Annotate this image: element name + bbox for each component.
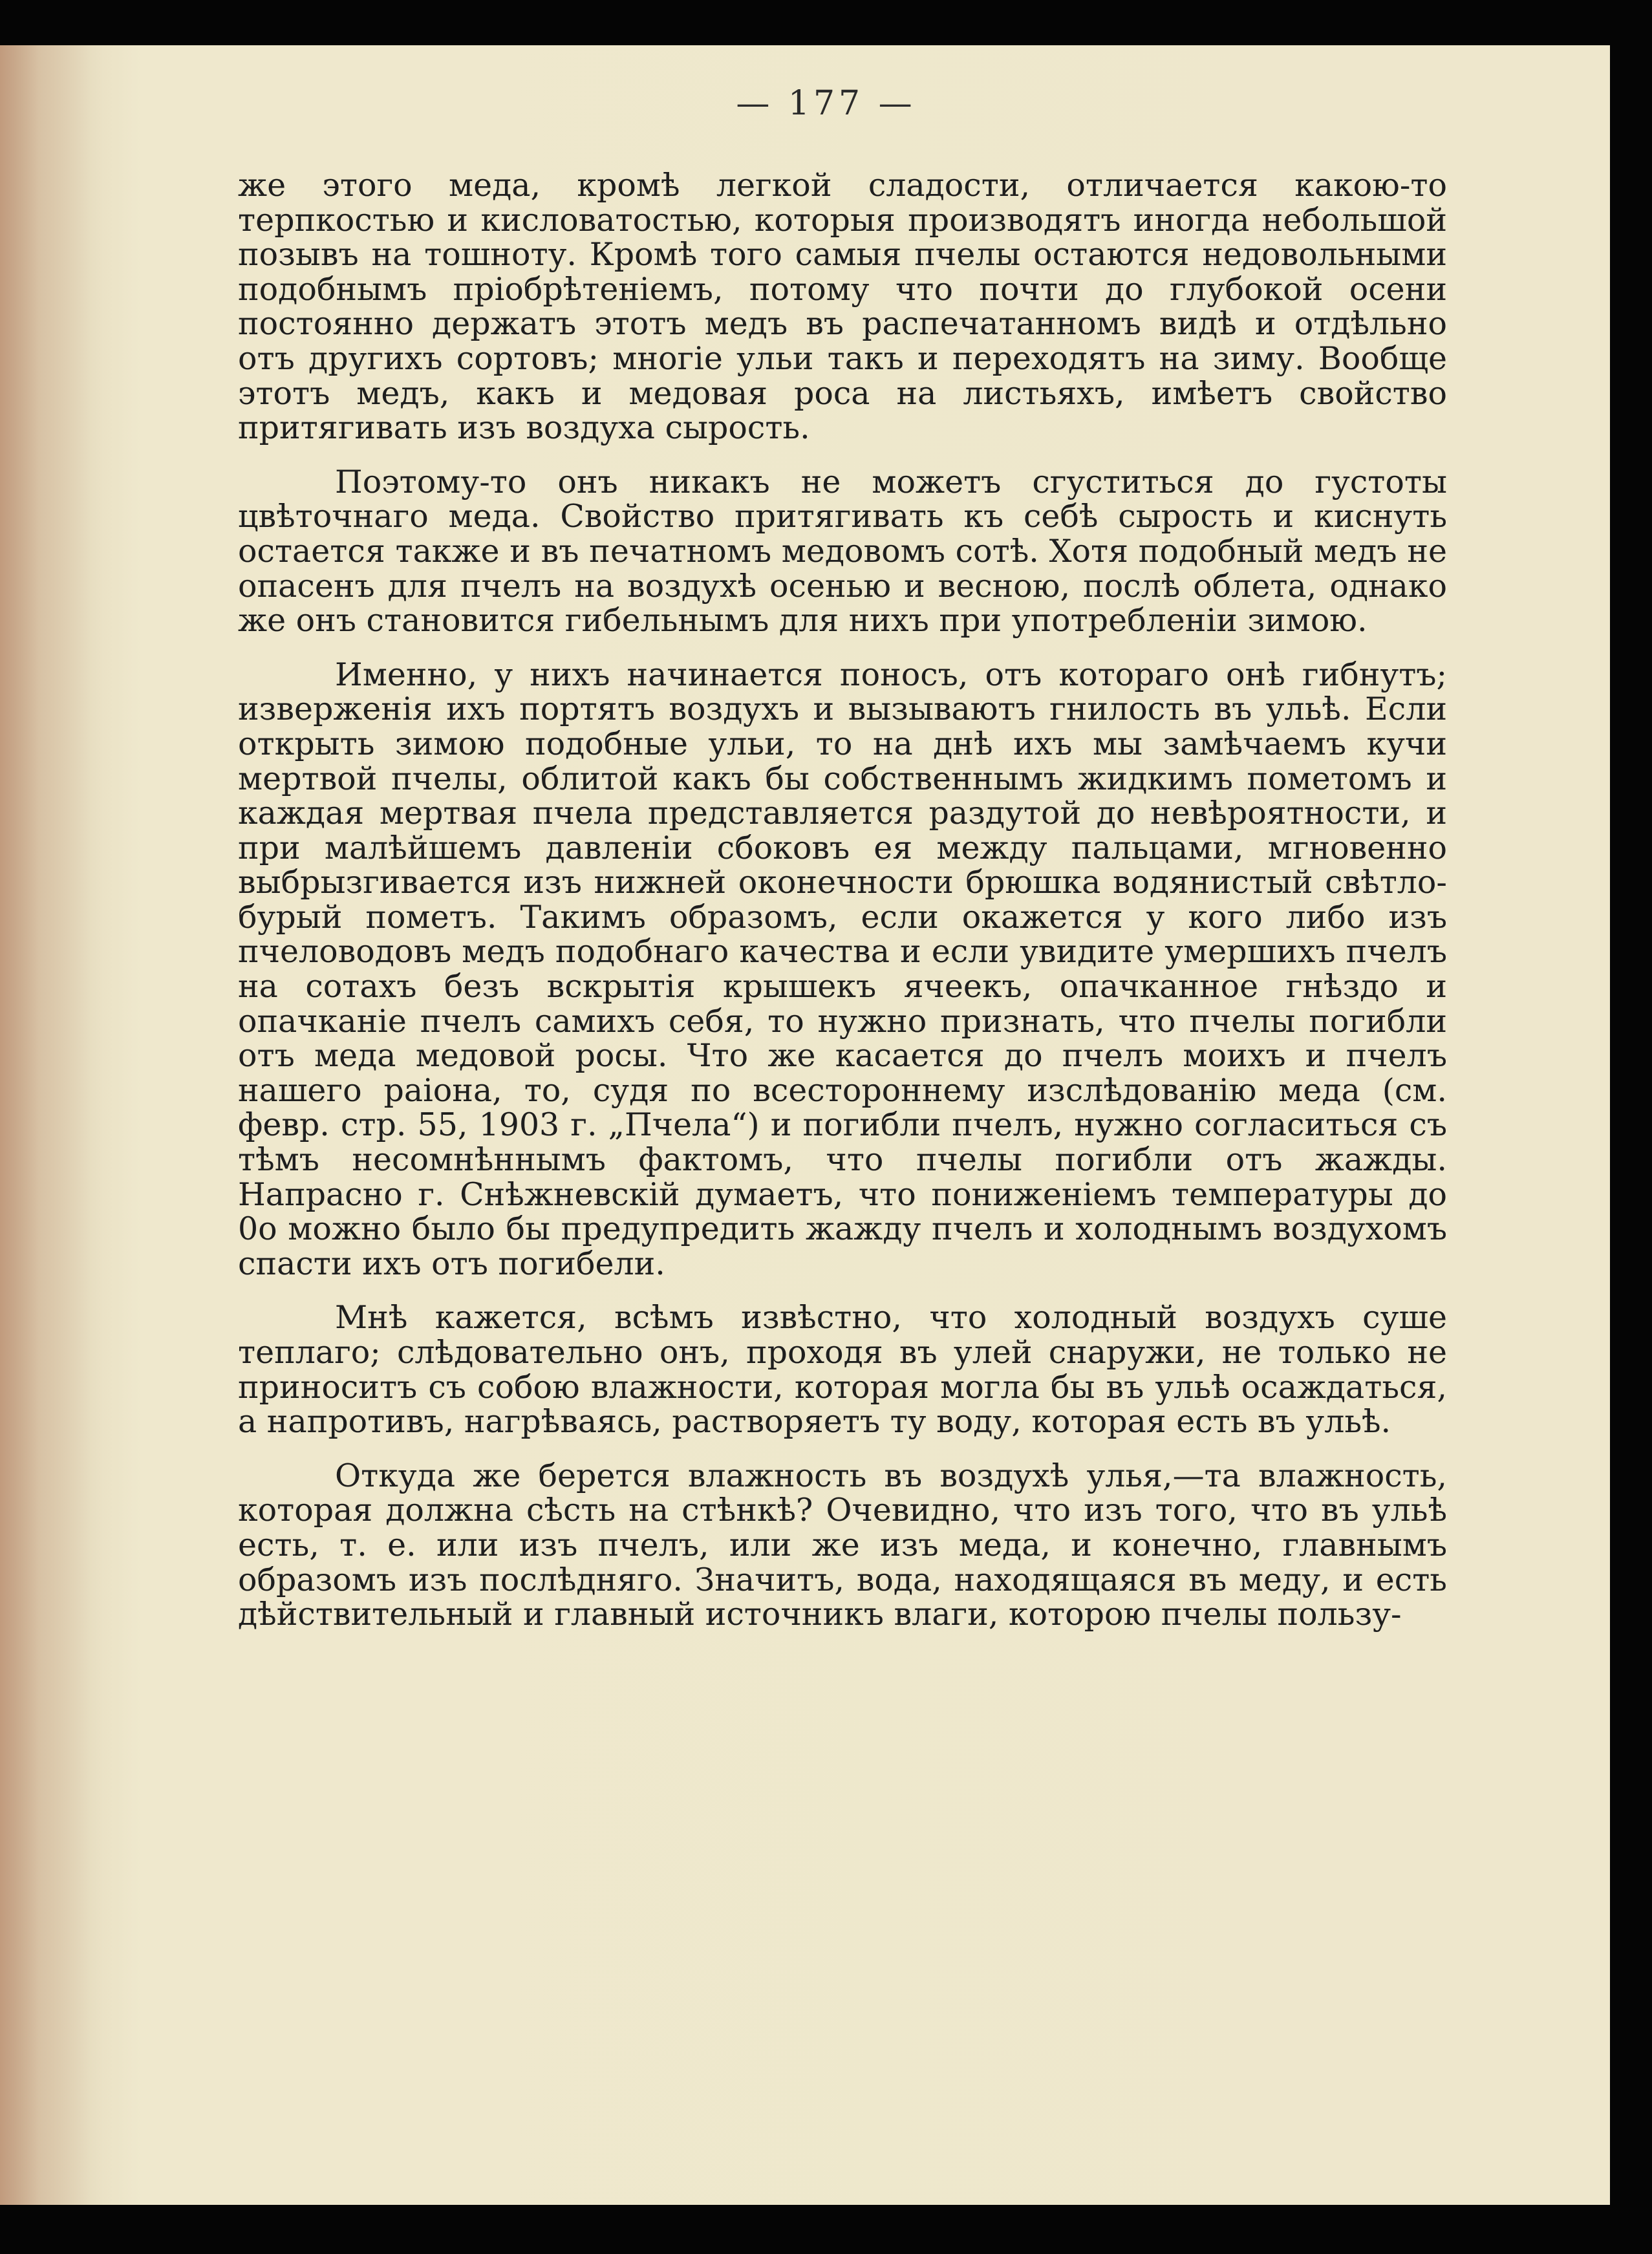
paragraph-3: Именно, у нихъ начинается поносъ, отъ котораго онѣ гибнутъ; изверженія ихъ портятъ воздухъ и вызываютъ гнилость въ ульѣ. Если открыть зимою подобные ульи, то на днѣ ихъ мы замѣчаемъ кучи мертвой пчелы, облитой какъ бы собственнымъ жидкимъ пометомъ и каждая мертвая пчела представляется раздутой до невѣроятности, и при малѣйшемъ давленіи сбоковъ ея между пальцами, мгновенно выбрызгивается изъ нижней оконечности брюшка водянистый свѣтло-бурый пометъ. Такимъ образомъ, если окажется у кого либо изъ пчеловодовъ медъ подобнаго качества и если увидите умершихъ пчелъ на сотахъ безъ вскрытія крышекъ ячеекъ, опачканное гнѣздо и опачканіе пчелъ самихъ себя, то нужно признать, что пчелы погибли отъ меда медовой росы. Что же касается до пчелъ моихъ и пчелъ нашего раіона, то, судя по всестороннему изслѣдованію меда (см. февр. стр. 55, 1903 г. „Пчела“) и погибли пчелъ, нужно согласиться съ тѣмъ несомнѣннымъ фактомъ, что пчелы погибли отъ жажды. Напрасно г. Снѣжневскій думаетъ, что пониженіемъ температуры до 0о можно было бы предупредить жажду пчелъ и холоднымъ воздухомъ спасти ихъ отъ погибели. xyxy=(238,656,1447,1282)
paragraph-5: Откуда же берется влажность въ воздухѣ улья,—та влажность, которая должна сѣсть на стѣнкѣ? Очевидно, что изъ того, что въ ульѣ есть, т. е. или изъ пчелъ, или же изъ меда, и конечно, главнымъ образомъ изъ послѣдняго. Значитъ, вода, находящаяся въ меду, и есть дѣйствительный и главный источникъ влаги, которою пчелы пользу- xyxy=(238,1457,1447,1633)
paragraph-1: же этого меда, кромѣ легкой сладости, отличается какою-то терпкостью и кисловатостью, которыя производятъ иногда небольшой позывъ на тошноту. Кромѣ того самыя пчелы остаются недовольными подобнымъ пріобрѣтеніемъ, потому что почти до глубокой осени постоянно держатъ этотъ медъ въ распечатанномъ видѣ и отдѣльно отъ другихъ сортовъ; многіе ульи такъ и переходятъ на зиму. Вообще этотъ медъ, какъ и медовая роса на листьяхъ, имѣетъ свойство притягивать изъ воздуха сырость. xyxy=(238,167,1447,447)
paragraph-4: Мнѣ кажется, всѣмъ извѣстно, что холодный воздухъ суше теплаго; слѣдовательно онъ, проходя въ улей снаружи, не только не приноситъ съ собою влажности, которая могла бы въ ульѣ осаждаться, а напротивъ, нагрѣваясь, растворяетъ ту воду, которая есть въ ульѣ. xyxy=(238,1299,1447,1441)
page-text xyxy=(238,168,1447,1651)
page-number: — 177 — xyxy=(736,84,916,123)
paragraph-2: Поэтому-то онъ никакъ не можетъ сгуститься до густоты цвѣточнаго меда. Свойство притягивать къ себѣ сырость и киснуть остается также и въ печатномъ медовомъ сотѣ. Хотя подобный медъ не опасенъ для пчелъ на воздухѣ осенью и весною, послѣ облета, однако же онъ становится гибельнымъ для нихъ при употребленіи зимою. xyxy=(238,463,1447,639)
